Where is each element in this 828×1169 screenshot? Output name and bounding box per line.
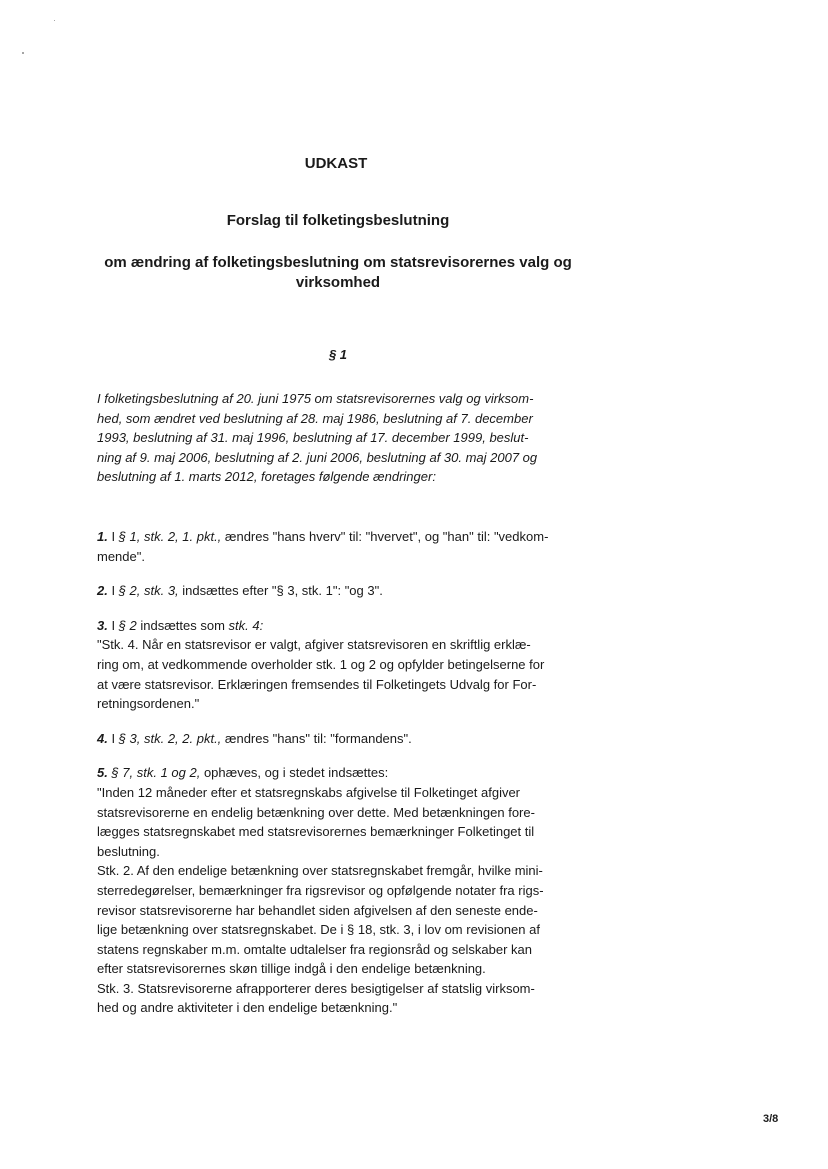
amendment-item-4 — [97, 729, 587, 749]
intro-line: I folketingsbeslutning af 20. juni 1975 om statsrevisorernes valg og virksom- — [97, 391, 534, 406]
item-line: statsrevisorerne en endelig betænkning over dette. Med betænkningen fore- — [97, 804, 535, 820]
item-line: "Inden 12 måneder efter et statsregnskabs afgivelse til Folketinget afgiver — [97, 784, 521, 800]
subtitle-line: virksomhed — [295, 274, 381, 291]
scan-speck — [22, 52, 24, 54]
scan-speck — [54, 20, 55, 21]
item-ref-prefix: I — [107, 583, 119, 599]
item-text: indsættes som — [136, 617, 229, 633]
amendment-item-2 — [97, 581, 587, 601]
item-reference: stk. 4: — [228, 617, 264, 633]
item-line: "Stk. 4. Når en statsrevisor er valgt, afgiver statsrevisoren en skriftlig erklæ- — [97, 637, 531, 653]
section-intro — [97, 389, 587, 487]
item-line: ring om, at vedkommende overholder stk. 1 og 2 og opfylder betingelserne for — [97, 656, 545, 672]
item-line: lige betænkning over statsregnskabet. De i § 18, stk. 3, i lov om revisionen af — [97, 922, 540, 938]
item-text: mende". — [97, 548, 145, 564]
item-text: indsættes efter "§ 3, stk. 1": "og 3". — [178, 583, 383, 599]
subtitle-line: om ændring af folketingsbeslutning om statsrevisorernes valg og — [104, 254, 572, 271]
item-reference: § 3, stk. 2, 2. pkt., — [118, 730, 222, 746]
intro-line: ning af 9. maj 2006, beslutning af 2. juni 2006, beslutning af 30. maj 2007 og — [97, 449, 538, 465]
intro-line: beslutning af 1. marts 2012, foretages følgende ændringer: — [97, 469, 436, 485]
item-ref-prefix: I — [107, 617, 119, 633]
document-subtitle — [0, 253, 676, 293]
section-label: § 1 — [328, 347, 348, 362]
item-line: lægges statsregnskabet med statsrevisorernes bemærkninger Folketinget til — [97, 824, 535, 840]
item-line: efter statsrevisorernes skøn tillige indgå i den endelige betænkning. — [97, 961, 486, 977]
item-line: hed og andre aktiviteter i den endelige betænkning." — [97, 1000, 398, 1016]
item-line: Stk. 2. Af den endelige betænkning over statsregnskabet fremgår, hvilke mini- — [97, 863, 543, 879]
item-line: sterredegørelser, bemærkninger fra rigsrevisor og opfølgende notater fra rigs- — [97, 882, 544, 898]
item-line: beslutning. — [97, 843, 160, 859]
item-reference: § 2 — [118, 617, 137, 633]
amendment-item-5 — [97, 763, 587, 1018]
item-reference: § 1, stk. 2, 1. pkt., — [118, 529, 222, 544]
intro-line: 1993, beslutning af 31. maj 1996, beslutning af 17. december 1999, beslut- — [97, 430, 529, 446]
item-line: retningsordenen." — [97, 696, 200, 712]
item-number: 4. — [97, 730, 108, 746]
item-ref-prefix: I — [107, 529, 119, 544]
amendment-item-1 — [97, 527, 587, 566]
item-text: ophæves, og i stedet indsættes: — [200, 765, 389, 781]
document-title: Forslag til folketingsbeslutning — [226, 212, 450, 229]
intro-line: hed, som ændret ved beslutning af 28. maj 1986, beslutning af 7. december — [97, 410, 533, 426]
page-number: 3/8 — [763, 1113, 779, 1125]
item-line: revisor statsrevisorerne har behandlet siden afgivelsen af den seneste ende- — [97, 902, 538, 918]
item-ref-prefix: I — [107, 730, 119, 746]
amendment-list — [97, 527, 587, 1018]
item-number: 1. — [97, 529, 108, 544]
item-line: statens regnskaber m.m. omtalte udtalelser fra regionsråd og selskaber kan — [97, 941, 532, 957]
item-number: 3. — [97, 617, 108, 633]
item-line: at være statsrevisor. Erklæringen fremsendes til Folketingets Udvalg for For- — [97, 676, 537, 692]
item-line: Stk. 3. Statsrevisorerne afrapporterer deres besigtigelser af statslig virksom- — [97, 980, 535, 996]
draft-label: UDKAST — [304, 155, 368, 172]
item-reference: § 7, stk. 1 og 2, — [107, 765, 201, 781]
item-reference: § 2, stk. 3, — [118, 583, 179, 599]
item-number: 2. — [97, 583, 108, 599]
item-number: 5. — [97, 765, 108, 781]
item-text: ændres "hans hverv" til: "hvervet", og "han" til: "vedkom- — [221, 529, 549, 544]
amendment-item-3 — [97, 616, 587, 714]
item-text: ændres "hans" til: "formandens". — [221, 730, 412, 746]
